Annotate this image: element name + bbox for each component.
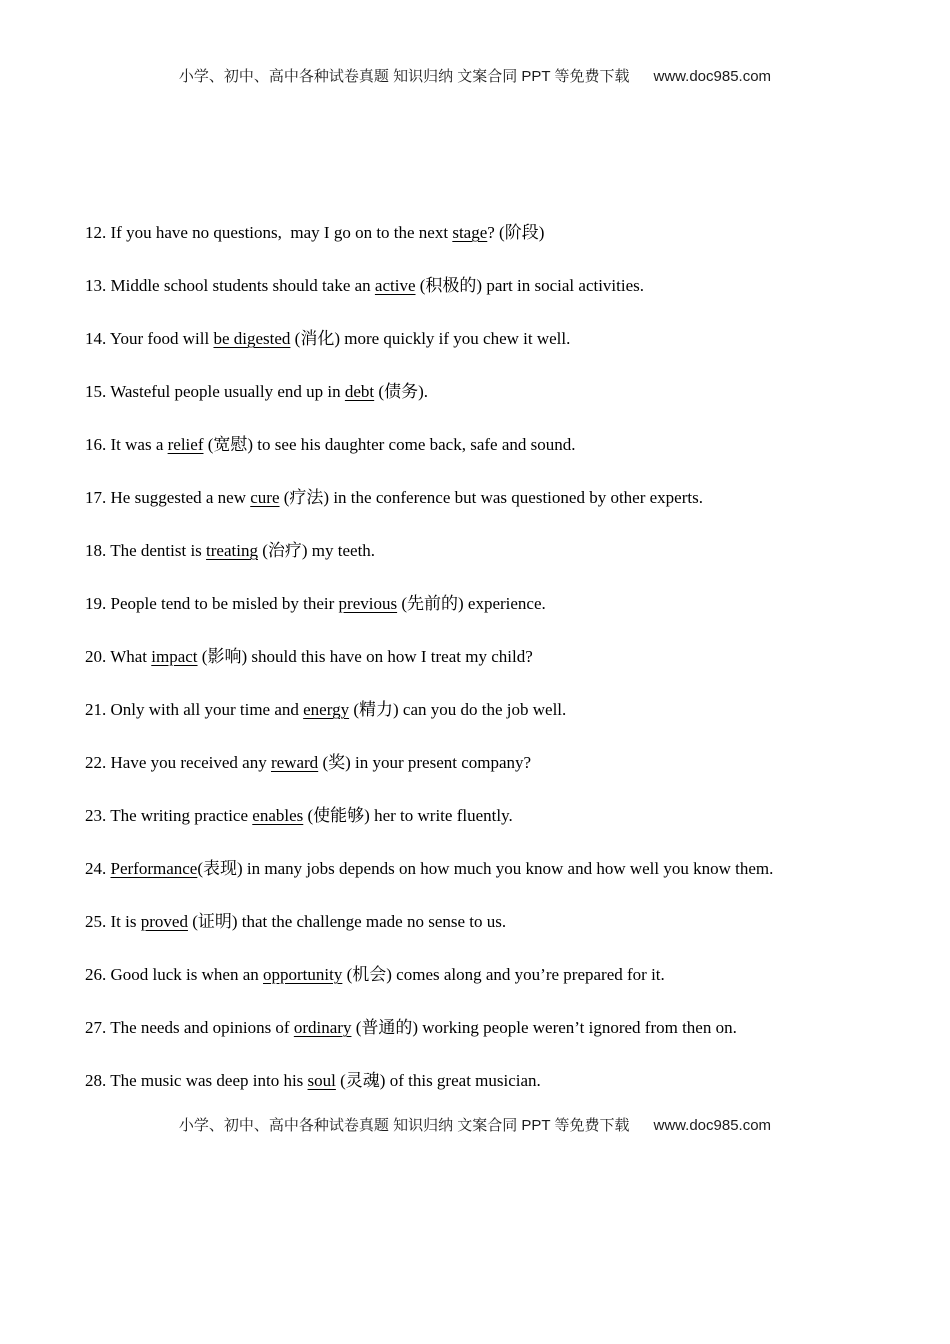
exercise-item bbox=[85, 858, 875, 880]
text-segment: 25. It is bbox=[85, 912, 141, 931]
underlined-word: previous bbox=[338, 594, 398, 613]
page-header bbox=[0, 66, 950, 88]
underlined-word: relief bbox=[167, 435, 204, 454]
text-segment: 20. What bbox=[85, 647, 152, 666]
text-segment: 26. Good luck is when an bbox=[85, 965, 264, 984]
underlined-word: Performance bbox=[110, 859, 198, 878]
underlined-word: impact bbox=[151, 647, 198, 666]
underlined-word: active bbox=[374, 276, 416, 295]
text-segment: (灵魂) of this great musician. bbox=[335, 1071, 541, 1090]
text-segment: (使能够) her to write fluently. bbox=[303, 806, 513, 825]
text-segment: 18. The dentist is bbox=[85, 541, 207, 560]
header-promo-text: 小学、初中、高中各种试卷真题 知识归纳 文案合同 PPT 等免费下载 bbox=[178, 68, 630, 85]
underlined-word: energy bbox=[303, 700, 350, 719]
page-footer bbox=[0, 1115, 950, 1137]
text-segment: (治疗) my teeth. bbox=[257, 541, 376, 560]
exercise-item bbox=[85, 911, 875, 933]
underlined-word: stage bbox=[452, 223, 488, 242]
text-segment: 13. Middle school students should take an bbox=[85, 276, 375, 295]
text-segment: (疗法) in the conference but was questioned by other experts. bbox=[279, 488, 703, 507]
text-segment: 17. He suggested a new bbox=[85, 488, 251, 507]
text-segment: (证明) that the challenge made no sense to us. bbox=[187, 912, 507, 931]
text-segment: ? (阶段) bbox=[487, 223, 545, 242]
header-site-url: www.doc985.com bbox=[653, 68, 772, 85]
exercise-item bbox=[85, 699, 875, 721]
exercise-item bbox=[85, 328, 875, 350]
text-segment: 15. Wasteful people usually end up in bbox=[85, 382, 345, 401]
text-segment: (表现) in many jobs depends on how much you know and how well you know them. bbox=[197, 859, 774, 878]
underlined-word: ordinary bbox=[293, 1018, 352, 1037]
text-segment: (机会) comes along and you’re prepared for it. bbox=[342, 965, 665, 984]
text-segment: 27. The needs and opinions of bbox=[85, 1018, 294, 1037]
exercise-item bbox=[85, 593, 875, 615]
exercise-item bbox=[85, 434, 875, 456]
footer-site-url: www.doc985.com bbox=[653, 1117, 772, 1134]
text-segment: 21. Only with all your time and bbox=[85, 700, 304, 719]
text-segment: 24. bbox=[85, 859, 111, 878]
text-segment: (宽慰) to see his daughter come back, safe and sound. bbox=[203, 435, 576, 454]
text-segment: 12. If you have no questions, may I go on to the next bbox=[85, 223, 453, 242]
underlined-word: debt bbox=[344, 382, 375, 401]
footer-promo-text: 小学、初中、高中各种试卷真题 知识归纳 文案合同 PPT 等免费下载 bbox=[178, 1117, 630, 1134]
exercise-item bbox=[85, 275, 875, 297]
exercise-item bbox=[85, 487, 875, 509]
text-segment: (消化) more quickly if you chew it well. bbox=[290, 329, 571, 348]
underlined-word: enables bbox=[252, 806, 304, 825]
underlined-word: cure bbox=[250, 488, 280, 507]
text-segment: 19. People tend to be misled by their bbox=[85, 594, 339, 613]
underlined-word: opportunity bbox=[263, 965, 343, 984]
text-segment: 23. The writing practice bbox=[85, 806, 253, 825]
text-segment: 16. It was a bbox=[85, 435, 168, 454]
text-segment: 14. Your food will bbox=[85, 329, 214, 348]
underlined-word: reward bbox=[270, 753, 319, 772]
text-segment: (普通的) working people weren’t ignored from then on. bbox=[351, 1018, 737, 1037]
exercise-item bbox=[85, 540, 875, 562]
text-segment: 22. Have you received any bbox=[85, 753, 271, 772]
underlined-word: proved bbox=[140, 912, 188, 931]
exercise-item bbox=[85, 646, 875, 668]
text-segment: (影响) should this have on how I treat my child? bbox=[197, 647, 533, 666]
text-segment: 28. The music was deep into his bbox=[85, 1071, 308, 1090]
exercise-item bbox=[85, 964, 875, 986]
underlined-word: treating bbox=[206, 541, 258, 560]
text-segment: (精力) can you do the job well. bbox=[349, 700, 567, 719]
text-segment: (奖) in your present company? bbox=[318, 753, 532, 772]
exercise-item bbox=[85, 1017, 875, 1039]
exercise-item bbox=[85, 222, 875, 244]
exercise-item bbox=[85, 752, 875, 774]
exercise-item bbox=[85, 381, 875, 403]
exercise-item bbox=[85, 805, 875, 827]
exercise-list bbox=[85, 222, 875, 1123]
text-segment: (积极的) part in social activities. bbox=[415, 276, 645, 295]
underlined-word: be digested bbox=[213, 329, 291, 348]
exercise-item bbox=[85, 1070, 875, 1092]
text-segment: (先前的) experience. bbox=[397, 594, 546, 613]
text-segment: (债务). bbox=[374, 382, 428, 401]
underlined-word: soul bbox=[307, 1071, 336, 1090]
